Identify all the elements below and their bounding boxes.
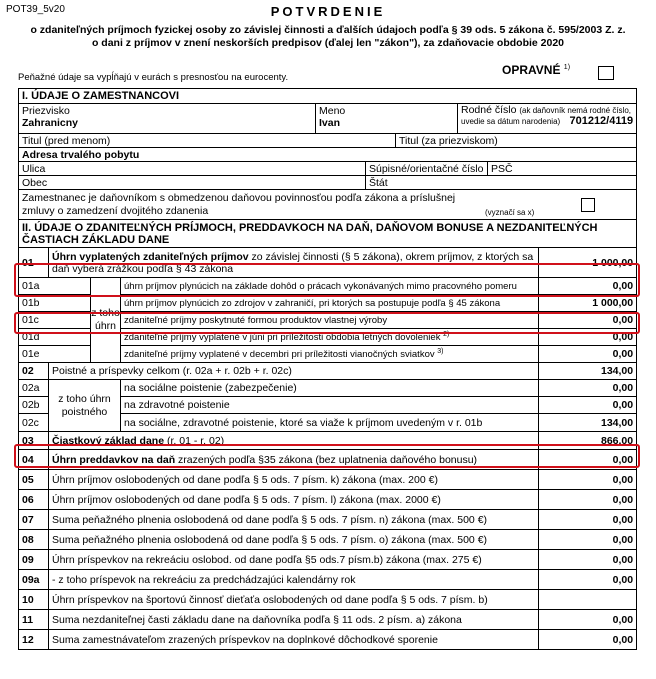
row-value[interactable]: 0,00 [539,530,637,550]
row-label: Úhrn príspevkov na športovú činnosť dieťaťa oslobodených od dane podľa § 5 ods. 7 písm. b) [49,590,539,610]
row-label: Poistné a príspevky celkom (r. 02a + r. 02b + r. 02c) [49,363,539,380]
row-label: Suma zamestnávateľom zrazených príspevkov na doplnkové dôchodkové sporenie [49,630,539,650]
title-before-field[interactable]: Titul (pred menom) [19,134,396,148]
row-number: 12 [19,630,49,650]
row-value[interactable]: 0,00 [539,346,637,363]
row-value[interactable]: 134,00 [539,363,637,380]
birthnumber-field[interactable]: Rodné číslo (ak daňovník nemá rodné číslo, uvedie sa dátum narodenia) 701212/4119 [458,104,637,134]
row-label: na sociálne, zdravotné poistenie, ktoré sa viaže k príjmom uvedeným v r. 01b [121,414,539,432]
row-label: zdaniteľné príjmy poskytnuté formou produktov vlastnej výroby [121,312,539,329]
subtotal-label: z toho úhrn [91,278,121,363]
currency-note: Peňažné údaje sa vypĺňajú v eurách s presnosťou na eurocenty. [18,72,289,83]
row-number: 08 [19,530,49,550]
row-value[interactable]: 1 000,00 [539,295,637,312]
row-label: - z toho príspevok na rekreáciu za predchádzajúci kalendárny rok [49,570,539,590]
row-label: úhrn príjmov plynúcich na základe dohôd o prácach vykonávaných mimo pracovného pomeru [121,278,539,295]
row-number: 03 [19,432,49,450]
row-value[interactable]: 0,00 [539,550,637,570]
form-code: POT39_5v20 [6,4,65,15]
title-after-field[interactable]: Titul (za priezviskom) [396,134,637,148]
row-label: Suma peňažného plnenia oslobodená od dane podľa § 5 ods. 7 písm. o) zákona (max. 500 €) [49,530,539,550]
row-number: 01 [19,248,49,278]
row-label: Úhrn príspevkov na rekreáciu oslobod. od dane podľa §5 ods.7 písm.b) zákona (max. 275 €) [49,550,539,570]
row-number: 02b [19,397,49,414]
row-value[interactable]: 0,00 [539,278,637,295]
row-label: Úhrn vyplatených zdaniteľných príjmov zo závislej činnosti (§ 5 zákona), okrem príjmov, z ktorých sa daň vyberá zrážkou podľa § 43 zákona [49,248,539,278]
row-value[interactable]: 0,00 [539,450,637,470]
row-value[interactable]: 0,00 [539,329,637,346]
subtotal-label: z toho úhrn poistného [49,380,121,432]
row-value[interactable]: 0,00 [539,510,637,530]
section1-title: I. ÚDAJE O ZAMESTNANCOVI [19,89,637,104]
form-table [18,88,637,650]
row-value[interactable]: 134,00 [539,414,637,432]
row-label: Úhrn príjmov oslobodených od dane podľa § 5 ods. 7 písm. k) zákona (max. 200 €) [49,470,539,490]
surname-field[interactable]: Priezvisko Zahranicny [19,104,316,134]
form-subtitle: o zdaniteľných príjmoch fyzickej osoby zo závislej činnosti a ďalších údajoch podľa § 39 ods. 5 zákona č. 595/2003 Z. z. o dani z príjmov v znení neskorších predpisov (ďalej len "zákon"), za zdaňovacie obdobie 2020 [30,24,626,49]
row-label: na sociálne poistenie (zabezpečenie) [121,380,539,397]
row-value[interactable]: 0,00 [539,610,637,630]
row-number: 06 [19,490,49,510]
country-field[interactable]: Štát [366,176,637,190]
row-value[interactable]: 0,00 [539,470,637,490]
highlight-row-01b [14,312,640,334]
row-label: Čiastkový základ dane (r. 01 - r. 02) [49,432,539,450]
row-number: 02c [19,414,49,432]
row-value[interactable]: 0,00 [539,490,637,510]
row-number: 04 [19,450,49,470]
corrective-label: OPRAVNÉ $^{1)}$ [502,63,571,77]
row-value[interactable]: 866,00 [539,432,637,450]
row-value[interactable]: 0,00 [539,380,637,397]
row-number: 01c [19,312,91,329]
city-field[interactable]: Obec [19,176,366,190]
row-number: 05 [19,470,49,490]
row-label: Úhrn príjmov oslobodených od dane podľa § 5 ods. 7 písm. l) zákona (max. 2000 €) [49,490,539,510]
row-number: 01d [19,329,91,346]
row-number: 01a [19,278,91,295]
row-number: 11 [19,610,49,630]
row-value[interactable]: 0,00 [539,570,637,590]
row-label: zdaniteľné príjmy vyplatené v decembri pri príležitosti vianočných sviatkov $^{3)}$ [121,346,539,363]
row-label: Suma peňažného plnenia oslobodená od dane podľa § 5 ods. 7 písm. n) zákona (max. 500 €) [49,510,539,530]
limited-tax-row: Zamestnanec je daňovníkom s obmedzenou daňovou povinnosťou podľa zákona a príslušnej zmluvy o zamedzení dvojitého zdanenia (vyznačí sa x) [19,190,637,220]
row-value[interactable]: 0,00 [539,397,637,414]
row-label: zdaniteľné príjmy vyplatené v júni pri príležitosti obdobia letných dovoleniek $^{2)}$ [121,329,539,346]
row-number: 02 [19,363,49,380]
section2-title: II. ÚDAJE O ZDANITEĽNÝCH PRÍJMOCH, PREDDAVKOCH NA DAŇ, DAŇOVOM BONUSE A NEZDANITEĽNÝCH ČASTIACH ZÁKLADU DANE [19,220,637,248]
row-number: 09a [19,570,49,590]
row-number: 10 [19,590,49,610]
row-number: 02a [19,380,49,397]
house-number-field[interactable]: Súpisné/orientačné číslo [366,162,488,176]
highlight-row-01 [14,263,640,297]
postcode-field[interactable]: PSČ [488,162,637,176]
row-number: 01b [19,295,91,312]
row-label: úhrn príjmov plynúcich zo zdrojov v zahraničí, pri ktorých sa postupuje podľa § 45 zákona [121,295,539,312]
firstname-field[interactable]: Meno Ivan [316,104,458,134]
row-label: Úhrn preddavkov na daň zrazených podľa §35 zákona (bez uplatnenia daňového bonusu) [49,450,539,470]
street-field[interactable]: Ulica [19,162,366,176]
row-value[interactable]: 0,00 [539,630,637,650]
row-number: 07 [19,510,49,530]
form-title: POTVRDENIE [270,4,386,19]
row-label: na zdravotné poistenie [121,397,539,414]
row-value[interactable] [539,590,637,610]
row-label: Suma nezdaniteľnej časti základu dane na daňovníka podľa § 11 ods. 2 písm. a) zákona [49,610,539,630]
row-number: 01e [19,346,91,363]
corrective-checkbox[interactable] [598,66,614,80]
limited-tax-checkbox[interactable] [581,198,595,212]
row-value[interactable]: 1 000,00 [539,248,637,278]
highlight-row-02c [14,444,640,468]
address-heading: Adresa trvalého pobytu [19,148,637,162]
row-number: 09 [19,550,49,570]
row-value[interactable]: 0,00 [539,312,637,329]
